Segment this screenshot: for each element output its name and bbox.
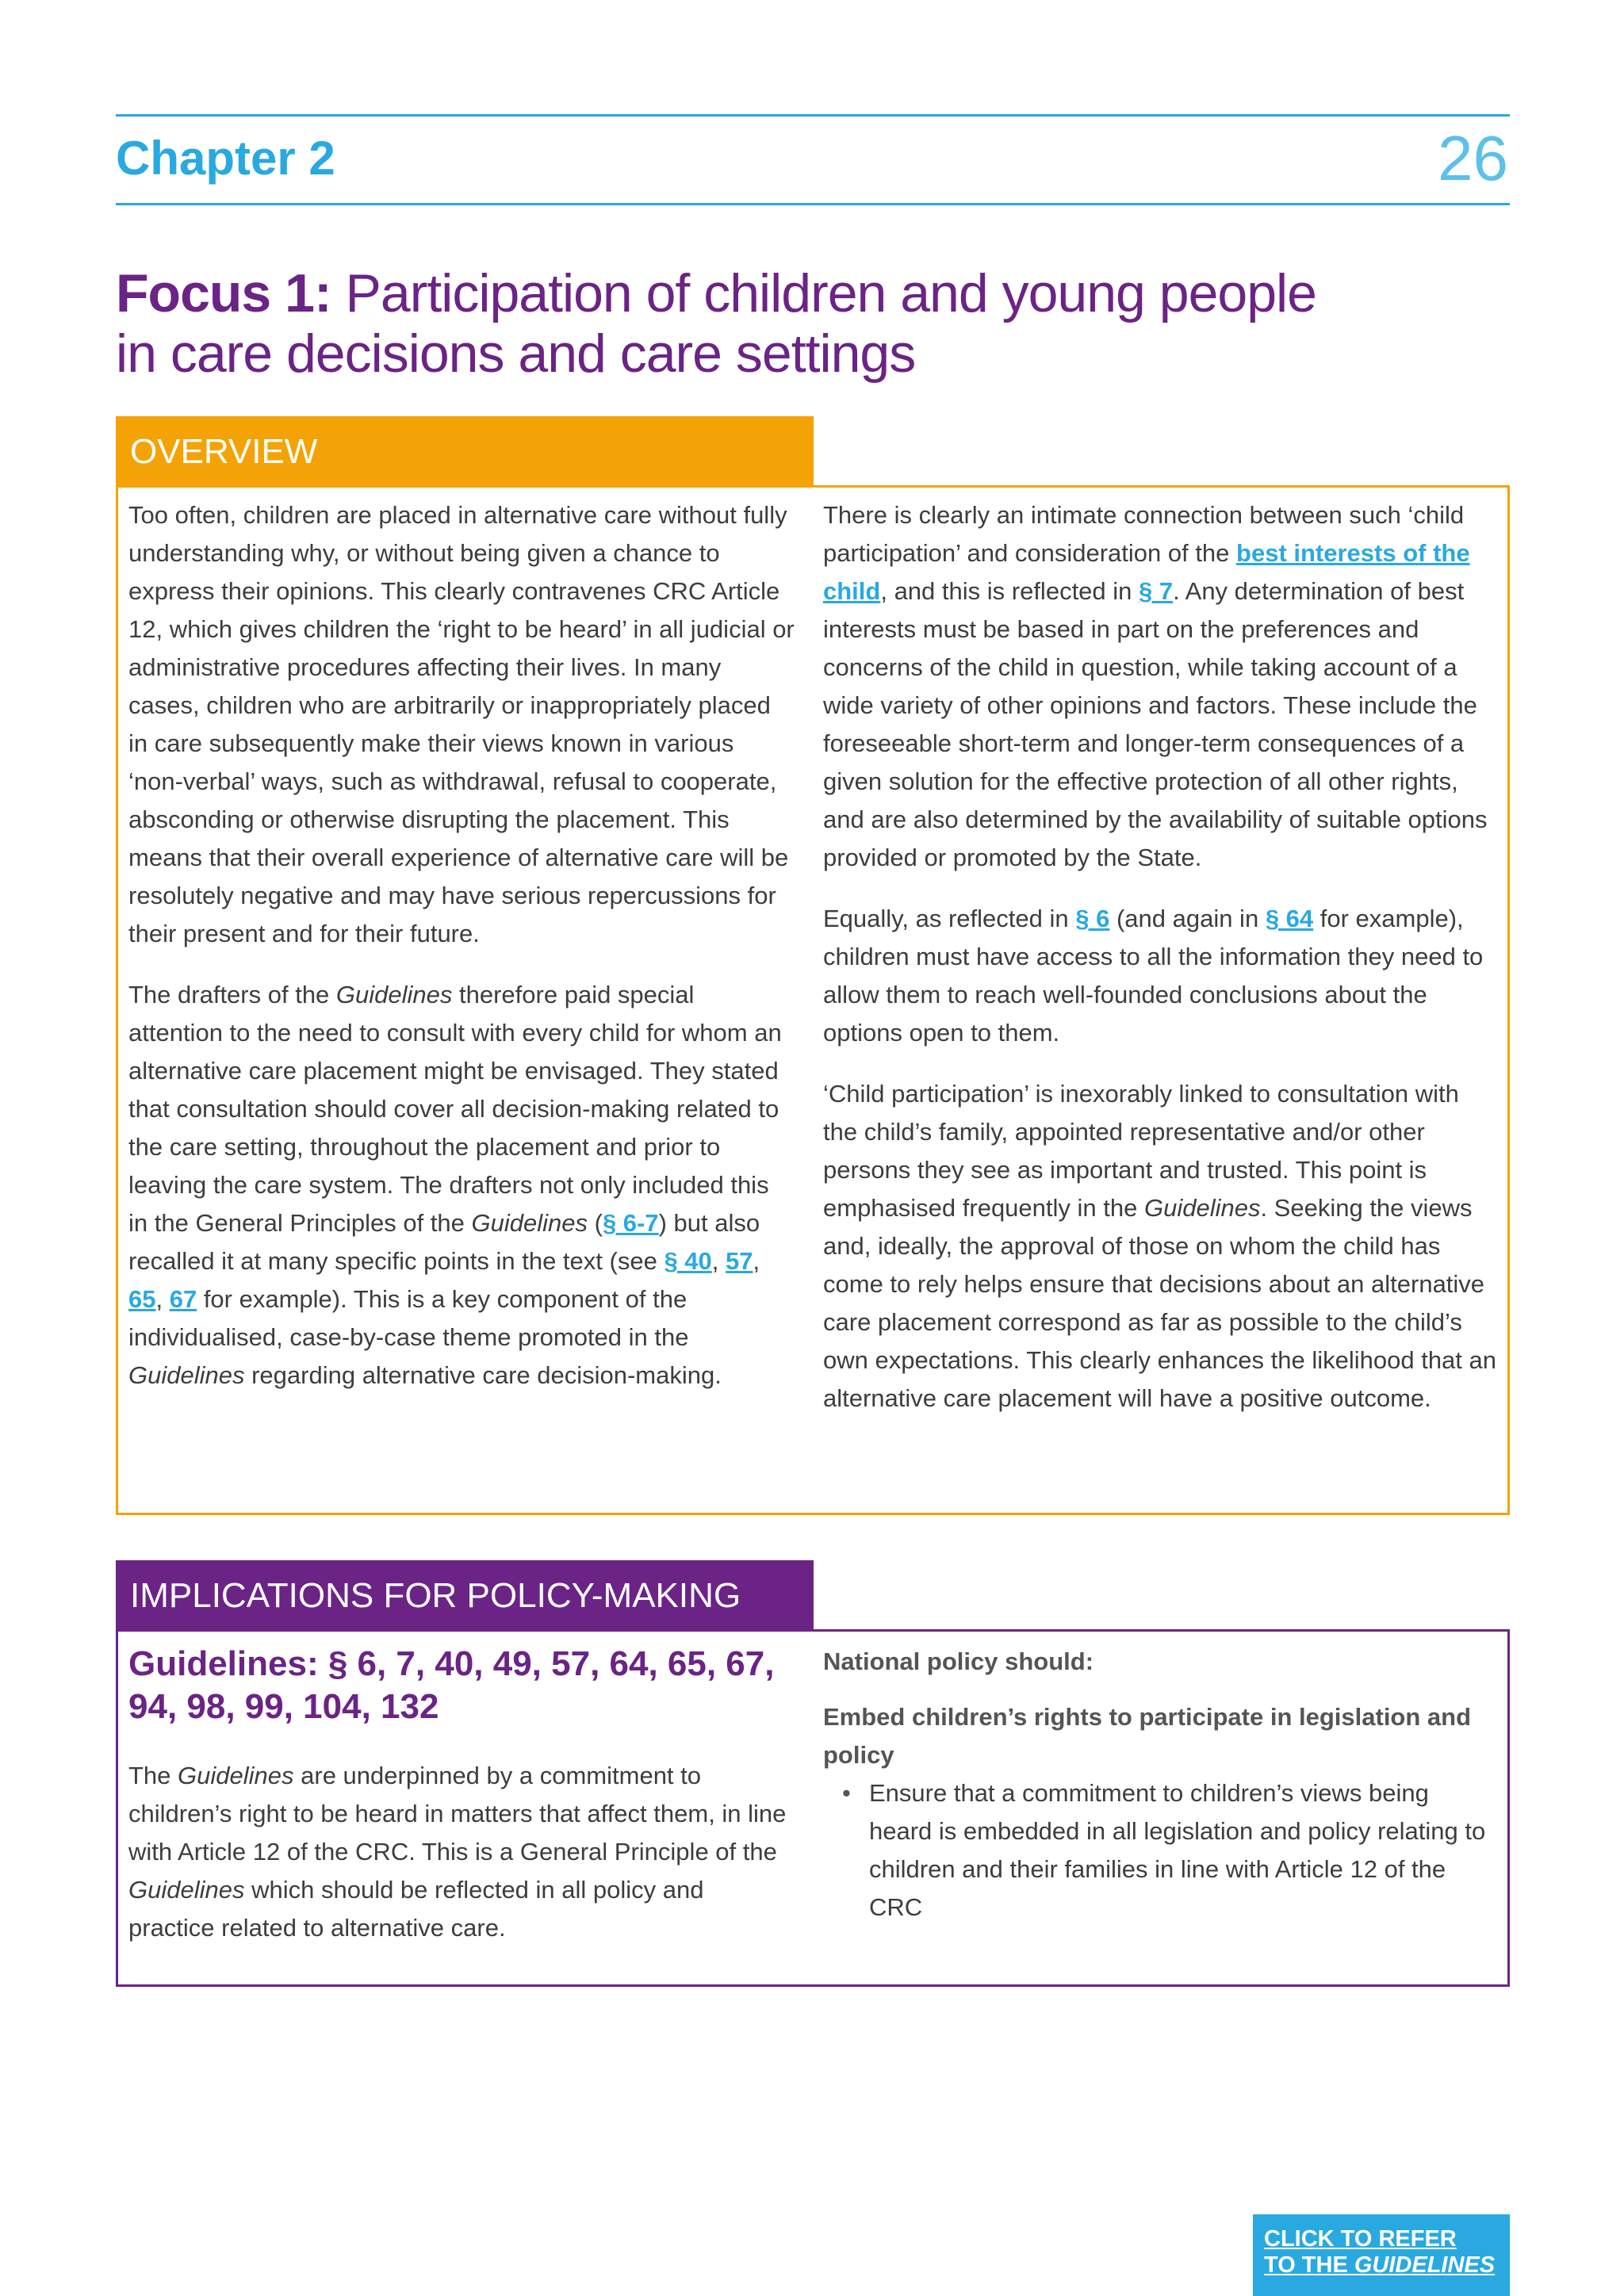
link-best-interests[interactable]: best interests of the child — [823, 539, 1470, 605]
national-policy-heading: National policy should: — [823, 1647, 1094, 1675]
overview-left-column — [128, 496, 795, 1395]
implications-left-column — [128, 1643, 795, 1947]
implications-right-column — [823, 1643, 1497, 1927]
overview-paragraph: There is clearly an intimate connection between such ‘child participation’ and consideration of the best interests of the child, and this is reflected in § 7. Any determination of best interests must be based in part on the preferences and concerns of the child in question, while taking account of a wide variety of other opinions and factors. These include the foreseeable short-term and longer-term consequences of a given solution for the effective protection of all other rights, and are also determined by the availability of suitable options provided or promoted by the State. — [823, 501, 1488, 871]
overview-right-column — [823, 496, 1497, 1418]
page-number: 26 — [1438, 123, 1508, 193]
overview-paragraph: Equally, as reflected in § 6 (and again in § 64 for example), children must have access to all the information they need to allow them to reach well-founded conclusions about the options open to them. — [823, 905, 1484, 1047]
header-bottom-rule — [116, 203, 1510, 205]
link-section-6-7[interactable]: § 6-7 — [602, 1209, 659, 1237]
cta-line2-prefix: TO THE — [1264, 2252, 1354, 2278]
link-section-65[interactable]: 65 — [128, 1285, 156, 1313]
link-section-64[interactable]: § 64 — [1265, 905, 1314, 932]
link-section-57[interactable]: 57 — [726, 1247, 753, 1275]
overview-paragraph: ‘Child participation’ is inexorably linked to consultation with the child’s family, appointed representative and/or other persons they see as important and trusted. This point is emphasised frequently in the Guidelines. Seeking the views and, ideally, the approval of those on whom the child has come to rely helps ensure that decisions about an alternative care placement correspond as far as possible to the child’s own expectations. This clearly enhances the likelihood that an alternative care placement will have a positive outcome. — [823, 1080, 1497, 1412]
implications-paragraph: The Guidelines are underpinned by a commitment to children’s right to be heard in matters that affect them, in line with Article 12 of the CRC. This is a General Principle of the Guidelines which should be reflected in all policy and practice related to alternative care. — [128, 1762, 787, 1942]
guidelines-heading: Guidelines: § 6, 7, 40, 49, 57, 64, 65, 67, 94, 98, 99, 104, 132 — [128, 1644, 775, 1726]
focus-title-line1: Participation of children and young people — [345, 263, 1316, 323]
list-item: • Ensure that a commitment to children’s views being heard is embedded in all legislation and policy relating to children and their families in line with Article 12 of the CRC — [869, 1774, 1497, 1927]
overview-tab: OVERVIEW — [116, 416, 814, 487]
focus-title-line2: in care decisions and care settings — [116, 323, 916, 384]
focus-label: Focus 1: — [116, 263, 331, 323]
link-section-7[interactable]: § 7 — [1139, 577, 1174, 605]
link-section-67[interactable]: 67 — [169, 1285, 197, 1313]
implications-tab: IMPLICATIONS FOR POLICY-MAKING — [116, 1560, 814, 1631]
link-section-40[interactable]: § 40 — [664, 1247, 712, 1275]
link-section-6[interactable]: § 6 — [1075, 905, 1110, 932]
header-top-rule — [116, 114, 1510, 117]
policy-bullet-list — [823, 1774, 1497, 1927]
overview-paragraph: Too often, children are placed in alternative care without fully understanding why, or without being given a chance to express their opinions. This clearly contravenes CRC Article 12, which gives children the ‘right to be heard’ in all judicial or administrative procedures affecting their lives. In many cases, children who are arbitrarily or inappropriately placed in care subsequently make their views known in various ‘non-verbal’ ways, such as withdrawal, refusal to cooperate, absconding or otherwise disrupting the placement. This means that their overall experience of alternative care will be resolutely negative and may have serious repercussions for their present and for their future. — [128, 501, 795, 947]
refer-to-guidelines-button[interactable] — [1253, 2214, 1510, 2296]
page-title — [116, 263, 1464, 384]
cta-line1: CLICK TO REFER — [1264, 2226, 1457, 2252]
cta-line2-em: GUIDELINES — [1354, 2252, 1496, 2278]
chapter-label: Chapter 2 — [116, 132, 335, 185]
embed-heading: Embed children’s rights to participate in legislation and policy — [823, 1703, 1472, 1769]
overview-paragraph: The drafters of the Guidelines therefore paid special attention to the need to consult with every child for whom an alternative care placement might be envisaged. They stated that consultation should cover all decision-making related to the care setting, throughout the placement and prior to leaving the care system. The drafters not only included this in the General Principles of the Guidelines (§ 6-7) but also recalled it at many specific points in the text (see § 40, 57, 65, 67 for example). This is a key component of the individualised, case-by-case theme promoted in the Guidelines regarding alternative care decision-making. — [128, 981, 782, 1389]
